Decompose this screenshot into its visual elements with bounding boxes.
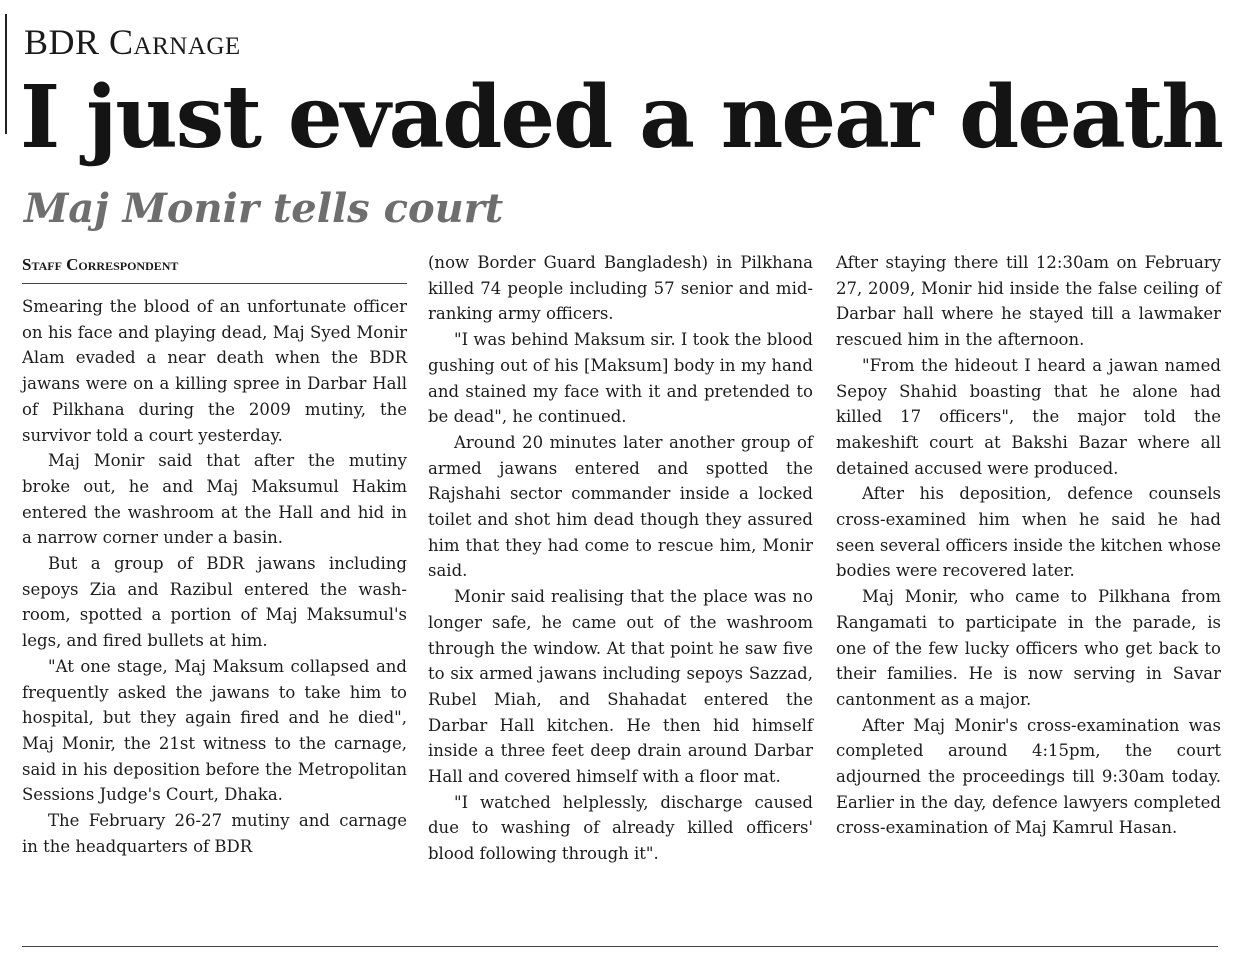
paragraph: After staying there till 12:30am on February 27, 2009, Monir hid inside the false ceiling of Darbar hall where he stayed till a lawmaker rescued him in the afternoon. [836,253,1221,350]
article-column-3 [836,250,1221,841]
paragraph: "I watched helplessly, discharge caused due to washing of already killed officers' blood following through it". [428,792,813,864]
article-column-2 [428,250,813,867]
subheadline: Maj Monir tells court [24,185,504,232]
article-column-1 [22,250,407,859]
paragraph: "From the hideout I heard a jawan named Sepoy Shahid boasting that he alone had killed 17 officers", the major told the makeshift court at Bakshi Bazar where all detained accused were produced. [836,355,1221,478]
paragraph: But a group of BDR jawans including sepoys Zia and Razibul entered the washroom, spotted a portion of Maj Maksumul's legs, and fired bullets at him. [22,554,407,651]
paragraph: "At one stage, Maj Maksum collapsed and frequently asked the jawans to take him to hospital, but they again fired and he died", Maj Monir, the 21st witness to the carnage, said in his deposition before the Metropolitan Sessions Judge's Court, Dhaka. [22,656,407,805]
paragraph: After his deposition, defence counsels cross-examined him when he said he had seen several officers inside the kitchen whose bodies were recovered later. [836,484,1221,581]
left-rule-divider [5,14,7,134]
paragraph: Smearing the blood of an unfortunate officer on his face and playing dead, Maj Syed Monir Alam evaded a near death when the BDR jawans were on a killing spree in Darbar Hall of Pilkhana during the 2009 mutiny, the survivor told a court yesterday. [22,297,407,445]
paragraph: After Maj Monir's cross-examination was completed around 4:15pm, the court adjourned the proceedings till 9:30am today. Earlier in the day, defence lawyers completed cross-examination of Maj Kamrul Hasan. [836,715,1221,838]
kicker-label: BDR Carnage [24,22,241,62]
headline: I just evaded a near death [20,67,1222,168]
paragraph: Maj Monir, who came to Pilkhana from Rangamati to participate in the parade, is one of the few lucky officers who get back to their families. He is now serving in Savar cantonment as a major. [836,587,1221,709]
paragraph: The February 26-27 mutiny and carnage in the headquarters of BDR [22,811,407,856]
paragraph: (now Border Guard Bangladesh) in Pilkhana killed 74 people including 57 senior and mid-ranking army officers. [428,253,813,324]
paragraph: Monir said realising that the place was no longer safe, he came out of the washroom through the window. At that point he saw five to six armed jawans including sepoys Sazzad, Rubel Miah, and Shahadat entered the Darbar Hall kitchen. He then hid himself inside a three feet deep drain around Darbar Hall and covered himself with a floor mat. [428,587,813,787]
paragraph: "I was behind Maksum sir. I took the blood gushing out of his [Maksum] body in my hand and stained my face with it and pretended to be dead", he continued. [428,330,813,427]
bottom-rule-divider [22,946,1218,947]
paragraph: Maj Monir said that after the mutiny broke out, he and Maj Maksumul Hakim entered the washroom at the Hall and hid in a narrow corner under a basin. [22,451,407,548]
paragraph: Around 20 minutes later another group of armed jawans entered and spotted the Rajshahi sector commander inside a locked toilet and shot him dead though they assured him that they had come to rescue him, Monir said. [428,432,813,581]
byline: Staff Correspondent [22,250,407,284]
